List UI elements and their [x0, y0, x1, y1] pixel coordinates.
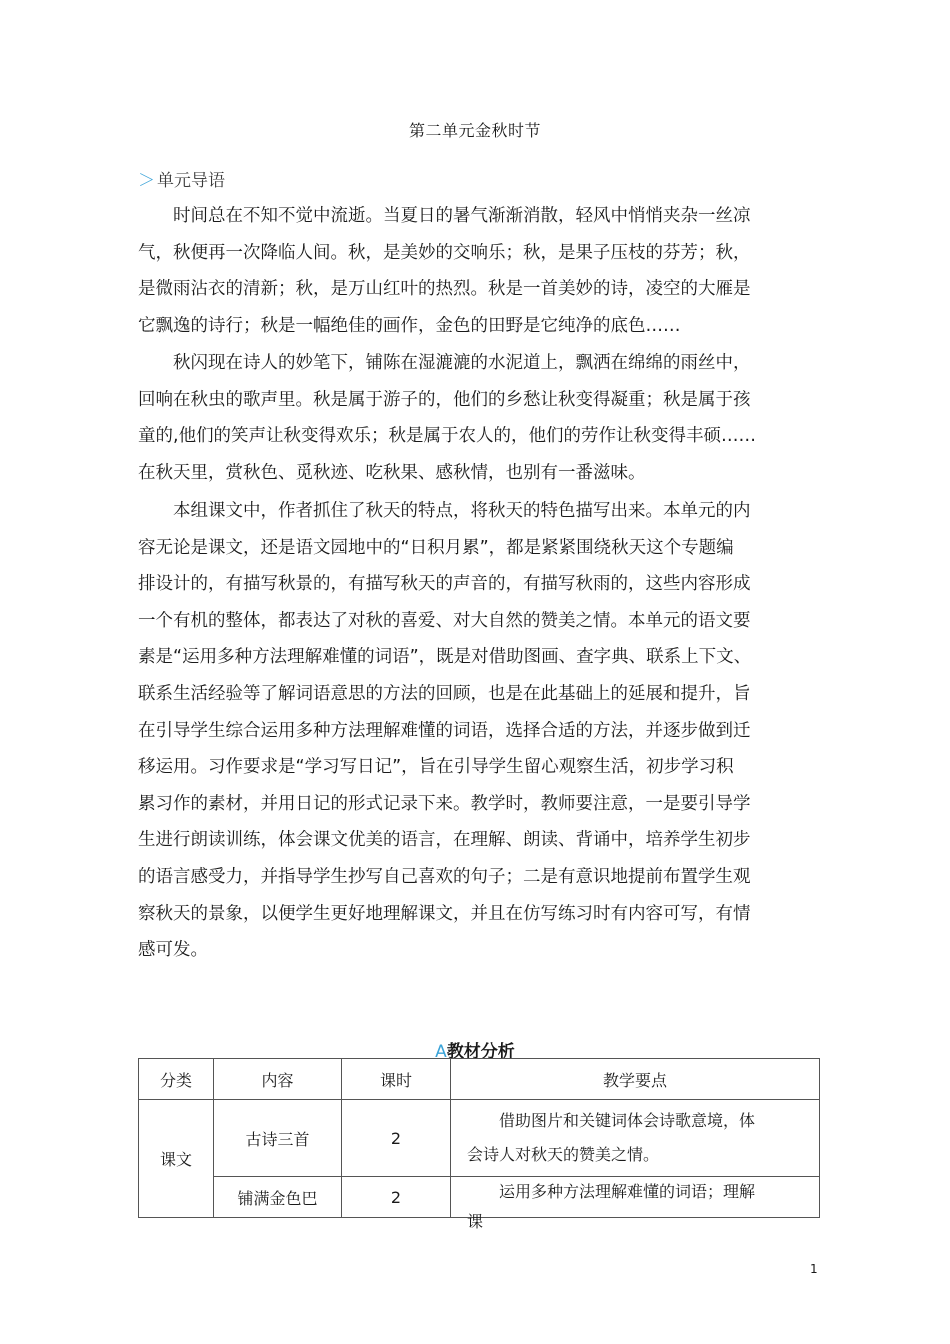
column-header: 课时	[342, 1059, 451, 1100]
paragraph-line: 的语言感受力，并指导学生抄写自己喜欢的句子；二是有意识地提前布置学生观	[138, 866, 751, 887]
section-heading	[138, 166, 225, 191]
points-line: 课	[467, 1212, 484, 1231]
page-number: 1	[810, 1262, 818, 1276]
section-heading-label: 单元导语	[157, 171, 225, 191]
paragraph-line: 排设计的，有描写秋景的，有描写秋天的声音的，有描写秋雨的，这些内容形成	[138, 574, 751, 595]
paragraph-line: 秋闪现在诗人的妙笔下，铺陈在湿漉漉的水泥道上，飘洒在绵绵的雨丝中，	[173, 353, 751, 373]
table-caption-text: 教材分析	[446, 1042, 515, 1062]
paragraph-line: 累习作的素材，并用日记的形式记录下来。教学时，教师要注意，一是要引导学	[138, 793, 751, 814]
paragraph-line: 移运用。习作要求是“学习写日记”，旨在引导学生留心观察生活，初步学习积	[138, 757, 734, 778]
paragraph-line: 时间总在不知不觉中流逝。当夏日的暑气渐渐消散，轻风中悄悄夹杂一丝凉	[173, 206, 751, 226]
paragraph-line: 它飘逸的诗行；秋是一幅绝佳的画作，金色的田野是它纯净的底色……	[138, 315, 681, 336]
hours-cell: 2	[342, 1177, 451, 1218]
content-cell: 铺满金色巴	[214, 1177, 342, 1218]
paragraph-line: 气，秋便再一次降临人间。秋，是美妙的交响乐；秋，是果子压枝的芬芳；秋，	[138, 242, 751, 263]
hours-cell: 2	[342, 1100, 451, 1177]
textbook-analysis-table	[138, 1058, 820, 1231]
paragraph-line: 在秋天里，赏秋色、觅秋迹、吃秋果、感秋情，也别有一番滋味。	[138, 462, 646, 483]
table-row	[139, 1177, 820, 1218]
paragraph-line: 在引导学生综合运用多种方法理解难懂的词语，选择合适的方法，并逐步做到迁	[138, 720, 751, 741]
paragraph-line: 一个有机的整体，都表达了对秋的喜爱、对大自然的赞美之情。本单元的语文要	[138, 610, 751, 631]
intro-paragraph-1	[138, 198, 828, 344]
points-cell	[451, 1177, 820, 1231]
table-caption-letter: A	[435, 1042, 447, 1062]
paragraph-line: 童的,他们的笑声让秋变得欢乐；秋是属于农人的，他们的劳作让秋变得丰硕……	[138, 426, 757, 447]
paragraph-line: 生进行朗读训练，体会课文优美的语言，在理解、朗读、背诵中，培养学生初步	[138, 830, 751, 851]
paragraph-line: 察秋天的景象，以便学生更好地理解课文，并且在仿写练习时有内容可写，有情	[138, 903, 751, 924]
unit-title: 第二单元金秋时节	[408, 121, 541, 140]
column-header: 内容	[214, 1059, 342, 1100]
points-line: 运用多种方法理解难懂的词语；理解	[499, 1182, 756, 1201]
points-line: 会诗人对秋天的赞美之情。	[467, 1145, 660, 1164]
table-header-row	[139, 1059, 820, 1100]
chevron-right-icon: ＞	[138, 171, 155, 191]
points-line: 借助图片和关键词体会诗歌意境，体	[499, 1111, 756, 1130]
table-row	[139, 1100, 820, 1177]
intro-paragraph-3	[138, 493, 828, 969]
paragraph-line: 素是“运用多种方法理解难懂的词语”，既是对借助图画、查字典、联系上下文、	[138, 647, 752, 668]
points-cell	[451, 1100, 820, 1177]
paragraph-line: 回响在秋虫的歌声里。秋是属于游子的，他们的乡愁让秋变得凝重；秋是属于孩	[138, 389, 751, 410]
paragraph-line: 感可发。	[138, 940, 208, 961]
paragraph-line: 联系生活经验等了解词语意思的方法的回顾，也是在此基础上的延展和提升，旨	[138, 683, 751, 704]
intro-paragraph-2	[138, 345, 828, 491]
paragraph-line: 本组课文中，作者抓住了秋天的特点，将秋天的特色描写出来。本单元的内	[173, 501, 751, 521]
category-cell: 课文	[139, 1100, 214, 1218]
paragraph-line: 是微雨沾衣的清新；秋，是万山红叶的热烈。秋是一首美妙的诗，凌空的大雁是	[138, 279, 751, 300]
content-cell: 古诗三首	[214, 1100, 342, 1177]
paragraph-line: 容无论是课文，还是语文园地中的“日积月累”，都是紧紧围绕秋天这个专题编	[138, 537, 734, 558]
column-header: 分类	[139, 1059, 214, 1100]
column-header: 教学要点	[451, 1059, 820, 1100]
